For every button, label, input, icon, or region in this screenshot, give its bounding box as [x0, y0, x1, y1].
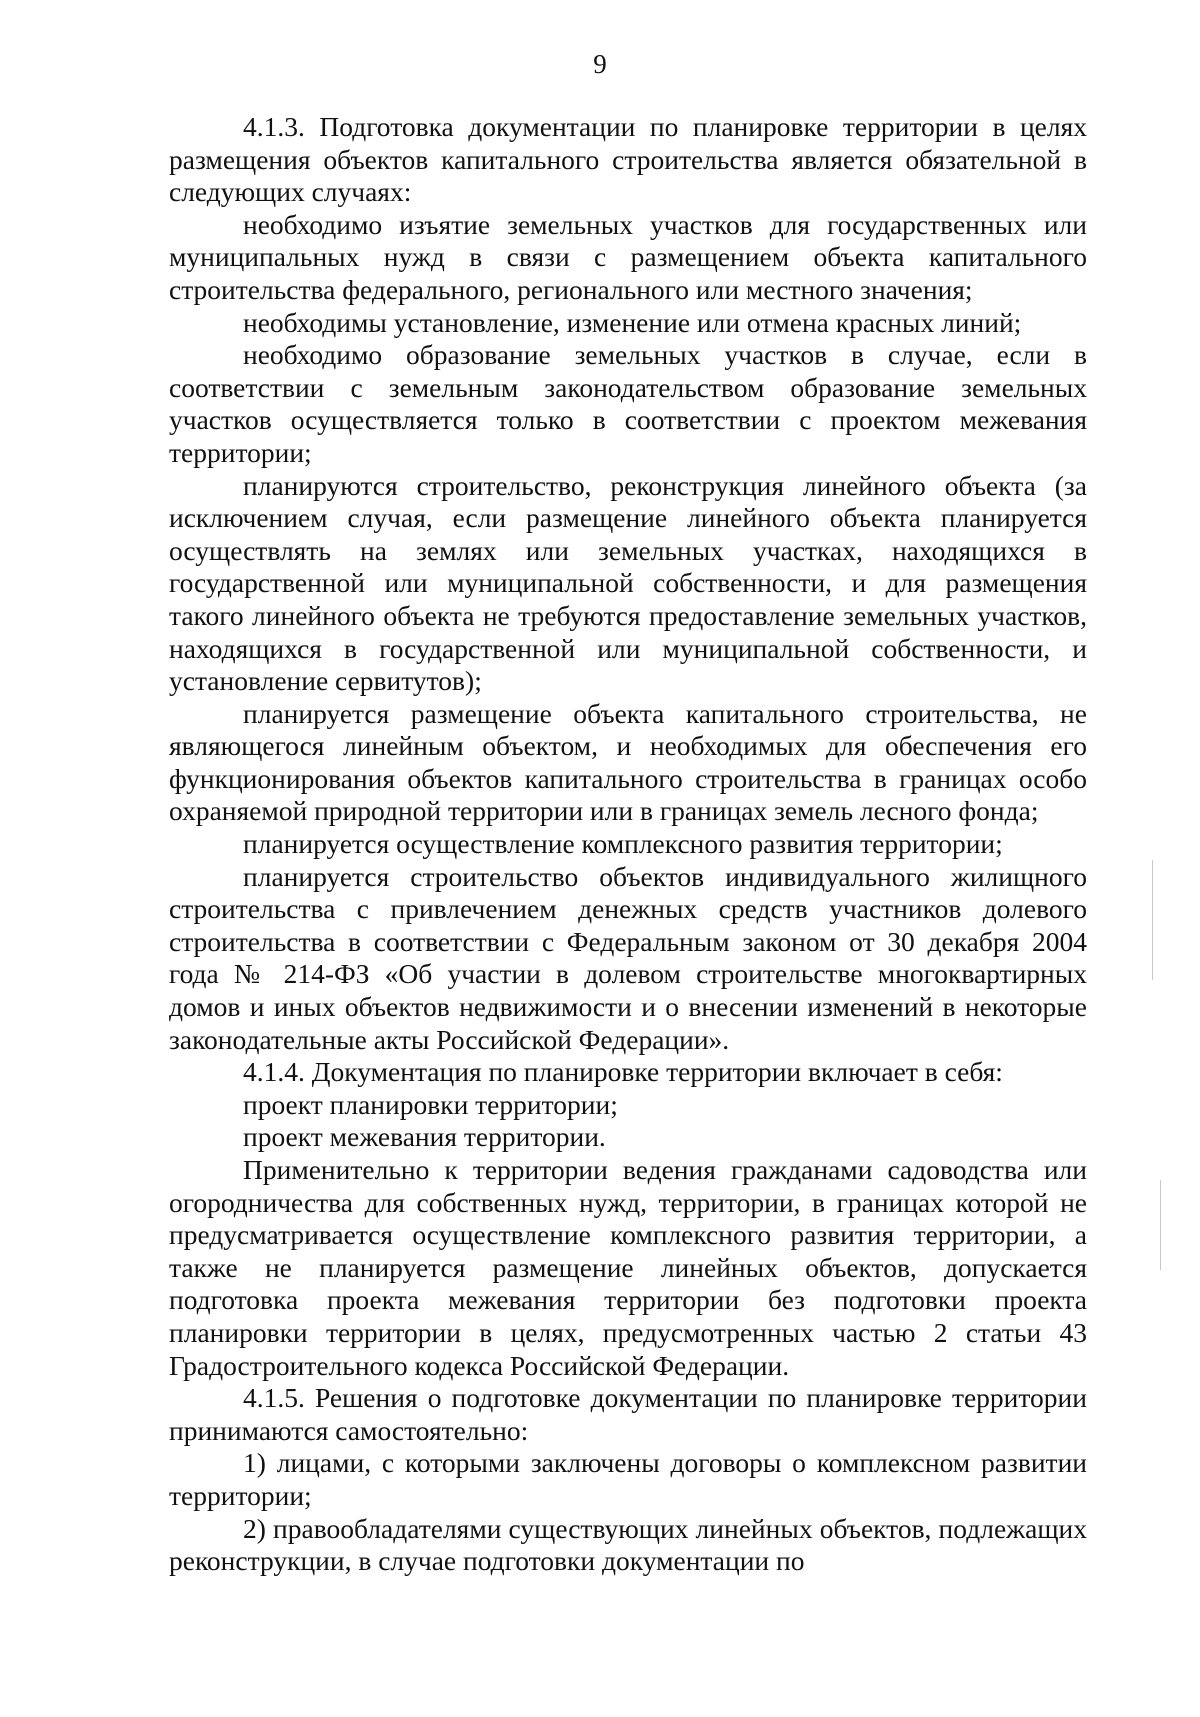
- page-number: 9: [593, 49, 607, 79]
- paragraph-4-1-3: 4.1.3. Подготовка документации по планировке территории в целях размещения объектов капитального строительства является обязательной в следующих случаях:: [169, 111, 1087, 208]
- list-item-complex-development: планируется осуществление комплексного развития территории;: [243, 828, 1003, 860]
- list-item-land-formation: необходимо образование земельных участков в случае, если в соответствии с земельным законодательством образование земельных участков осуществляется только в соответствии с проектом межевания территории;: [169, 339, 1087, 468]
- body-text: [169, 111, 1087, 1578]
- scan-artifact-line: [1152, 860, 1153, 980]
- paragraph-4-1-4: 4.1.4. Документация по планировке территории включает в себя:: [243, 1056, 1003, 1088]
- list-item-red-lines: необходимы установление, изменение или отмена красных линий;: [243, 306, 1022, 338]
- list-item-linear-object: планируются строительство, реконструкция линейного объекта (за исключением случая, если размещение линейного объекта планируется осуществлять на землях или земельных участках, находящихся в государственной или муниципальной собственности, и для размещения такого линейного объекта не требуются предоставление земельных участков, находящихся в государственной или муниципальной собственности, и установление сервитутов);: [169, 469, 1087, 697]
- list-item-1: 1) лицами, с которыми заключены договоры о комплексном развитии территории;: [169, 1447, 1087, 1511]
- list-item-protected-territory: планируется размещение объекта капитального строительства, не являющегося линейным объектом, и необходимых для обеспечения его функционирования объектов капитального строительства в границах особо охраняемой природной территории или в границах земель лесного фонда;: [169, 697, 1087, 827]
- paragraph-4-1-5: 4.1.5. Решения о подготовке документации по планировке территории принимаются самостоятельно:: [169, 1382, 1087, 1446]
- scan-artifact-line: [1160, 1180, 1161, 1270]
- list-item-land-seizure: необходимо изъятие земельных участков для государственных или муниципальных нужд в связи с размещением объекта капитального строительства федерального, регионального или местного значения;: [169, 208, 1087, 305]
- paragraph-gardening-territory: Применительно к территории ведения гражданами садоводства или огородничества для собственных нужд, территории, в границах которой не предусматривается осуществление комплексного развития территории, а также не планируется размещение линейных объектов, допускается подготовка проекта межевания территории без подготовки проекта планировки территории в целях, предусмотренных частью 2 статьи 43 Градостроительного кодекса Российской Федерации.: [169, 1154, 1087, 1381]
- list-item-planning-project: проект планировки территории;: [243, 1088, 618, 1120]
- list-item-2: 2) правообладателями существующих линейных объектов, подлежащих реконструкции, в случае подготовки документации по: [169, 1512, 1087, 1577]
- list-item-surveying-project: проект межевания территории.: [243, 1121, 606, 1153]
- list-item-individual-housing: планируется строительство объектов индивидуального жилищного строительства с привлечением денежных средств участников долевого строительства в соответствии с Федеральным законом от 30 декабря 2004 года № 214-ФЗ «Об участии в долевом строительстве многоквартирных домов и иных объектов недвижимости и о внесении изменений в некоторые законодательные акты Российской Федерации».: [169, 860, 1087, 1055]
